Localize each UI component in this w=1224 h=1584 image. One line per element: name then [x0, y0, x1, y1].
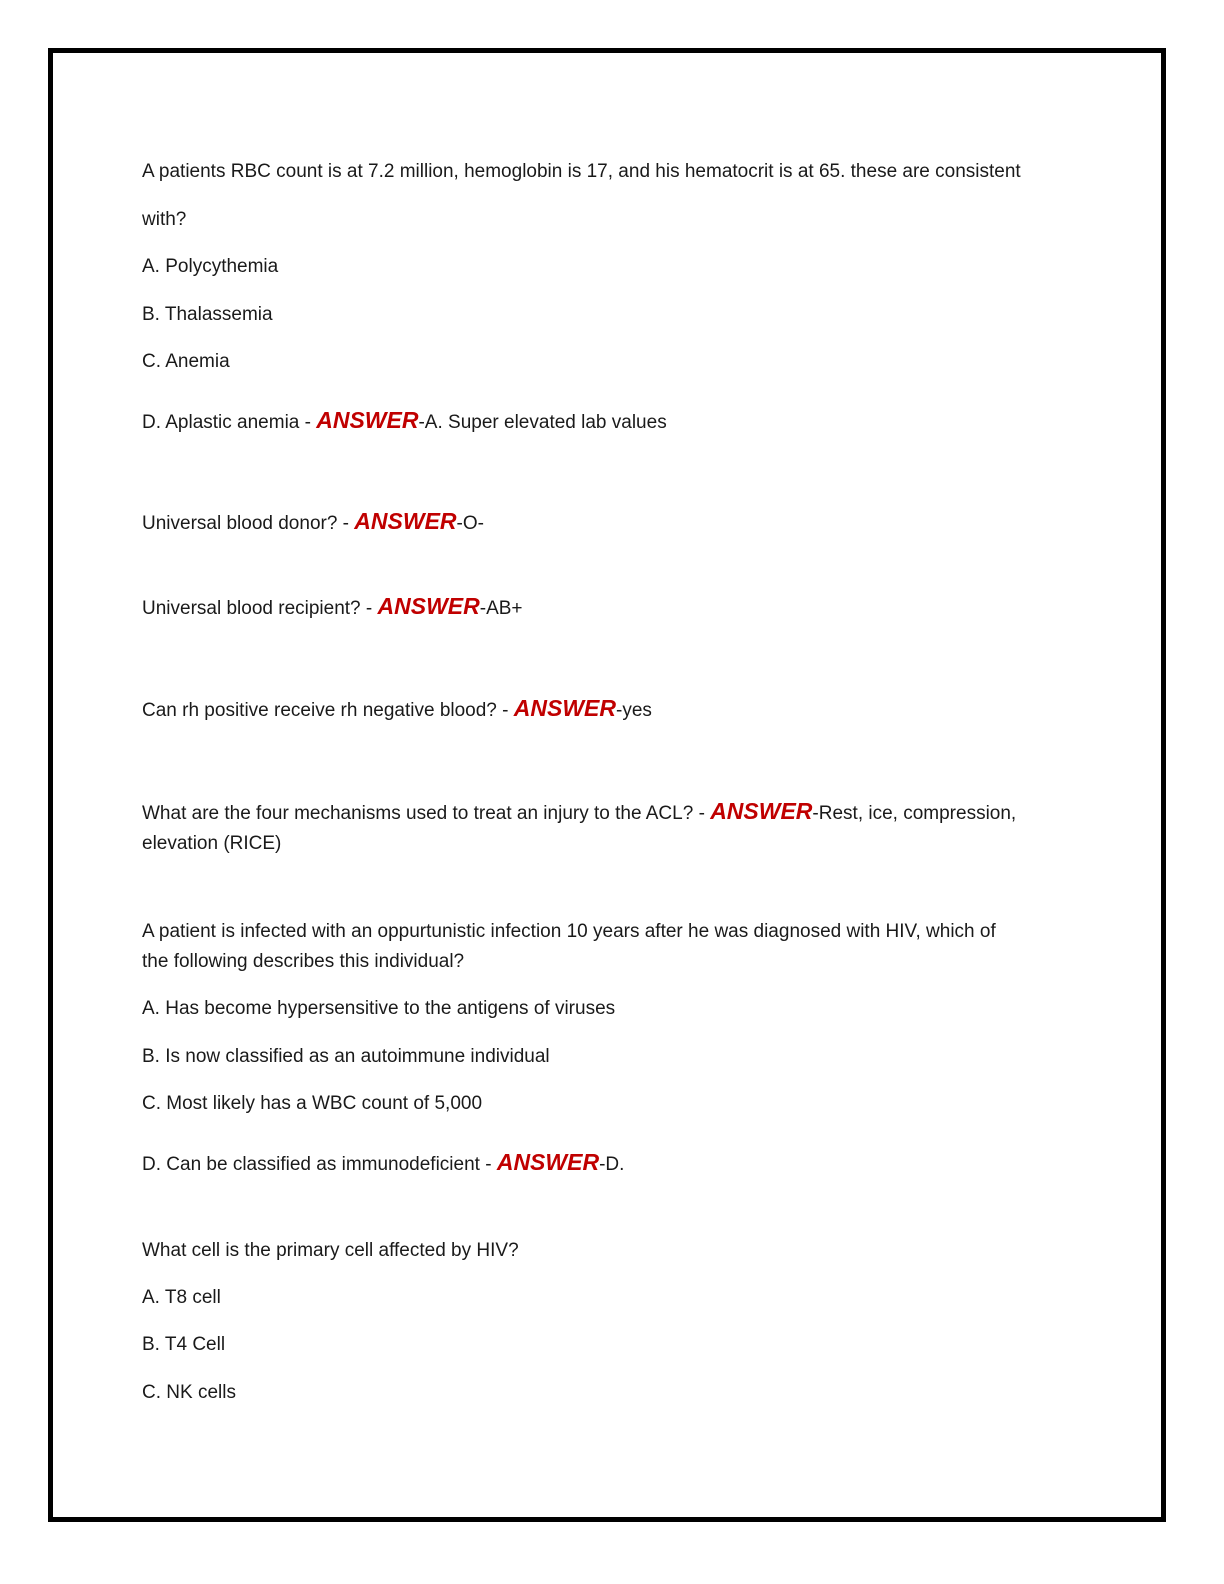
- q1-stem-line1: A patients RBC count is at 7.2 million, hemoglobin is 17, and his hematocrit is at 65. these are consistent: [142, 161, 1021, 182]
- q7-stem: What cell is the primary cell affected by HIV?: [142, 1240, 519, 1261]
- q6-option-d: D. Can be classified as immunodeficient -: [142, 1154, 497, 1175]
- q5-row: [142, 800, 1016, 825]
- q7-option-c: C. NK cells: [142, 1382, 236, 1403]
- answer-label: ANSWER: [316, 407, 419, 433]
- answer-label: ANSWER: [377, 593, 480, 619]
- answer-label: ANSWER: [354, 508, 457, 534]
- q5-answer-line2: elevation (RICE): [142, 833, 282, 854]
- q5-stem: What are the four mechanisms used to treat an injury to the ACL? -: [142, 803, 711, 824]
- q4-answer: -yes: [616, 700, 652, 721]
- q1-option-d-row: [142, 409, 667, 434]
- q3-stem: Universal blood recipient? -: [142, 598, 378, 619]
- q1-option-a: A. Polycythemia: [142, 256, 279, 277]
- q3-row: [142, 595, 523, 620]
- q6-stem-line1: A patient is infected with an oppurtunistic infection 10 years after he was diagnosed with HIV, which of: [142, 921, 996, 942]
- q1-option-d: D. Aplastic anemia -: [142, 412, 317, 433]
- q2-stem: Universal blood donor? -: [142, 513, 355, 534]
- q1-option-c: C. Anemia: [142, 351, 230, 372]
- q6-option-b: B. Is now classified as an autoimmune individual: [142, 1046, 550, 1067]
- q1-option-b: B. Thalassemia: [142, 304, 273, 325]
- q6-option-c: C. Most likely has a WBC count of 5,000: [142, 1093, 483, 1114]
- q1-answer: -A. Super elevated lab values: [418, 412, 667, 433]
- q2-answer: -O-: [456, 513, 484, 534]
- q1-stem-line2: with?: [142, 209, 187, 230]
- answer-label: ANSWER: [513, 695, 616, 721]
- q4-stem: Can rh positive receive rh negative blood? -: [142, 700, 514, 721]
- answer-label: ANSWER: [710, 798, 813, 824]
- q5-answer: -Rest, ice, compression,: [812, 803, 1017, 824]
- answer-label: ANSWER: [496, 1149, 600, 1175]
- q6-answer: -D.: [599, 1154, 625, 1175]
- q6-stem-line2: the following describes this individual?: [142, 951, 465, 972]
- q7-option-b: B. T4 Cell: [142, 1334, 226, 1355]
- q7-option-a: A. T8 cell: [142, 1287, 221, 1308]
- q6-option-d-row: [142, 1151, 624, 1176]
- q6-option-a: A. Has become hypersensitive to the antigens of viruses: [142, 998, 616, 1019]
- q2-row: [142, 510, 484, 535]
- q4-row: [142, 697, 652, 722]
- q3-answer: -AB+: [479, 598, 523, 619]
